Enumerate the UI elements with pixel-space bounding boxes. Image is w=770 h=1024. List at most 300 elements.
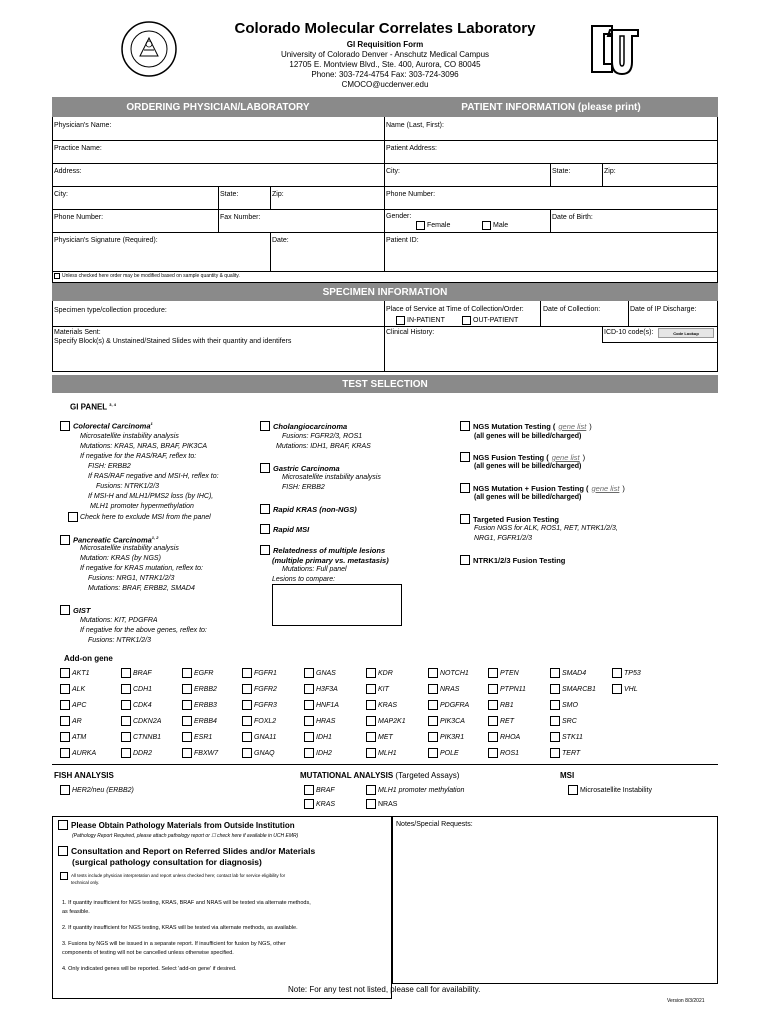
obtain-note: (Pathology Report Required, please attach pathology report or ☐ check here if available in UCH EMR) (72, 833, 299, 839)
mutational-label: MUTATIONAL ANALYSIS (Targeted Assays) (300, 771, 460, 780)
mut-mlh1-checkbox[interactable] (366, 785, 376, 795)
gist-title: GIST (73, 605, 91, 615)
pancreatic-line: Mutation: KRAS (by NGS) (80, 555, 161, 562)
addon-gene-checkbox[interactable] (488, 684, 498, 694)
addon-gene-option[interactable] (242, 700, 277, 710)
addon-gene-checkbox[interactable] (488, 700, 498, 710)
addon-gene-checkbox[interactable] (428, 716, 438, 726)
addon-gene-checkbox[interactable] (60, 732, 70, 742)
addon-gene-option[interactable] (366, 748, 397, 758)
inpatient-checkbox[interactable] (396, 316, 405, 325)
materials-sent-hint: Specify Block(s) & Unstained/Stained Slides with their quantity and identifers (54, 338, 292, 345)
exclude-msi-option[interactable]: Check here to exclude MSI from the panel (68, 512, 211, 522)
addon-gene-label: PIK3CA (440, 717, 465, 725)
addon-gene-checkbox[interactable] (550, 748, 560, 758)
outpatient-checkbox[interactable] (462, 316, 471, 325)
gist-line: Fusions: NTRK1/2/3 (88, 637, 152, 644)
addon-gene-checkbox[interactable] (242, 732, 252, 742)
relatedness-title: Relatedness of multiple lesions (273, 545, 386, 555)
addon-gene-label: STK11 (562, 733, 583, 741)
addon-gene-option[interactable] (612, 668, 641, 678)
specimen-type-field[interactable]: Specimen type/collection procedure: (54, 307, 167, 314)
addon-gene-option[interactable] (366, 668, 393, 678)
materials-sent-field[interactable]: Materials Sent: (54, 329, 101, 336)
addon-gene-option[interactable] (488, 748, 519, 758)
addon-gene-checkbox[interactable] (182, 668, 192, 678)
outpatient-option[interactable]: OUT-PATIENT (462, 316, 518, 325)
gastric-title: Gastric Carcinoma (273, 463, 340, 473)
addon-gene-option[interactable] (182, 732, 212, 742)
patient-state-field[interactable]: State: (552, 168, 571, 175)
footnote-3b: components of testing will not be cancelled unless otherwise specified. (62, 950, 234, 956)
targeted-fusion-checkbox[interactable] (460, 514, 470, 524)
ordering-header: ORDERING PHYSICIAN/LABORATORY (52, 97, 384, 117)
addon-gene-label: SMO (562, 701, 578, 709)
addon-gene-option[interactable] (182, 748, 218, 758)
addon-gene-checkbox[interactable] (428, 668, 438, 678)
addon-gene-checkbox[interactable] (60, 700, 70, 710)
addon-gene-checkbox[interactable] (366, 684, 376, 694)
pancreatic-line: Fusions: NRG1, NTRK1/2/3 (88, 575, 175, 582)
addon-gene-checkbox[interactable] (121, 684, 131, 694)
addon-gene-checkbox[interactable] (550, 716, 560, 726)
male-checkbox[interactable] (482, 221, 491, 230)
colorectal-checkbox[interactable] (60, 421, 70, 431)
gist-option[interactable] (60, 605, 91, 615)
pancreatic-title: Pancreatic Carcinoma$^{1, 2}$ (73, 535, 159, 545)
addon-gene-option[interactable] (242, 684, 277, 694)
addon-gene-label: KIT (378, 685, 389, 693)
addon-gene-label: ERBB4 (194, 717, 217, 725)
colorectal-line: FISH: ERBB2 (88, 463, 131, 470)
gastric-checkbox[interactable] (260, 463, 270, 473)
msi-option[interactable]: Microsatellite Instability (568, 785, 652, 795)
addon-gene-checkbox[interactable] (304, 684, 314, 694)
addon-gene-label: CTNNB1 (133, 733, 162, 741)
addon-gene-label: DDR2 (133, 749, 153, 757)
addon-gene-checkbox[interactable] (242, 716, 252, 726)
addon-gene-checkbox[interactable] (428, 700, 438, 710)
addon-gene-checkbox[interactable] (182, 700, 192, 710)
address-line-1: University of Colorado Denver - Anschutz Medical Campus (280, 50, 490, 59)
addon-gene-checkbox[interactable] (60, 684, 70, 694)
addon-gene-label: AURKA (72, 749, 97, 757)
pancreatic-option[interactable] (60, 535, 158, 545)
addon-gene-option[interactable] (428, 716, 465, 726)
addon-gene-option[interactable] (121, 684, 152, 694)
colorectal-title: Colorectal Carcinoma$^1$ (73, 421, 153, 431)
addon-gene-option[interactable] (121, 748, 152, 758)
address-line-2: 12705 E. Montview Blvd., Ste. 400, Aurora, CO 80045 (289, 60, 481, 69)
ntrk-checkbox[interactable] (460, 555, 470, 565)
dob-field[interactable]: Date of Birth: (552, 214, 593, 221)
cholangio-option[interactable] (260, 421, 347, 431)
addon-gene-checkbox[interactable] (366, 748, 376, 758)
colorectal-line: MLH1 promoter hypermethylation (90, 503, 194, 510)
rapid-msi-checkbox[interactable] (260, 524, 270, 534)
rapid-kras-checkbox[interactable] (260, 504, 270, 514)
targeted-fusion-option[interactable]: Targeted Fusion Testing (460, 514, 559, 524)
date-field[interactable]: Date: (272, 237, 289, 244)
addon-gene-checkbox[interactable] (366, 732, 376, 742)
technical-only-checkbox[interactable] (60, 872, 68, 880)
addon-gene-label: PIK3R1 (440, 733, 465, 741)
address-field[interactable]: Address: (54, 168, 82, 175)
addon-gene-checkbox[interactable] (60, 716, 70, 726)
addon-gene-label: GNAQ (254, 749, 275, 757)
addon-gene-label: ESR1 (194, 733, 213, 741)
addon-gene-option[interactable] (304, 732, 332, 742)
addon-gene-label: SMAD4 (562, 669, 587, 677)
addon-gene-label: GNAS (316, 669, 336, 677)
addon-gene-option[interactable] (428, 684, 459, 694)
ngs-fusion-checkbox[interactable] (460, 452, 470, 462)
relatedness-checkbox[interactable] (260, 545, 270, 555)
addon-gene-checkbox[interactable] (182, 732, 192, 742)
discharge-date-field[interactable]: Date of IP Discharge: (630, 306, 697, 313)
addon-gene-label: PDGFRA (440, 701, 470, 709)
consult-option[interactable]: Consultation and Report on Referred Slides and/or Materials (58, 846, 315, 856)
addon-gene-label: ALK (72, 685, 86, 693)
addon-gene-label: KRAS (378, 701, 398, 709)
mut-nras-checkbox[interactable] (366, 799, 376, 809)
consult-note: All tests include physician interpretation and report unless checked here; contact lab for service eligibility for (71, 873, 286, 878)
colorectal-line: Fusions: NTRK1/2/3 (96, 483, 160, 490)
consult-checkbox[interactable] (58, 846, 68, 856)
addon-gene-checkbox[interactable] (488, 748, 498, 758)
addon-gene-label: ROS1 (500, 749, 520, 757)
addon-gene-label: IDH1 (316, 733, 332, 741)
addon-gene-label: SMARCB1 (562, 685, 596, 693)
addon-label: Add-on gene (64, 654, 113, 663)
patient-id-field[interactable]: Patient ID: (386, 237, 419, 244)
clinical-history-field[interactable]: Clinical History: (386, 329, 435, 336)
addon-gene-option[interactable] (550, 668, 586, 678)
addon-gene-checkbox[interactable] (428, 684, 438, 694)
addon-gene-option[interactable] (550, 684, 596, 694)
addon-gene-label: FGFR2 (254, 685, 277, 693)
zip-field[interactable]: Zip: (272, 191, 284, 198)
gender-label: Gender: (386, 213, 412, 220)
mut-nras-option[interactable]: NRAS (366, 799, 397, 809)
mut-kras-checkbox[interactable] (304, 799, 314, 809)
icd-field[interactable]: ICD-10 code(s): (604, 329, 654, 336)
colorectal-option[interactable] (60, 421, 153, 431)
addon-gene-checkbox[interactable] (488, 668, 498, 678)
addon-gene-label: FOXL2 (254, 717, 277, 725)
footnote-4: 4. Only indicated genes will be reported. Select 'add-on gene' if desired. (62, 966, 237, 972)
addon-gene-label: HNF1A (316, 701, 339, 709)
addon-gene-option[interactable] (60, 716, 82, 726)
notes-box[interactable] (392, 816, 718, 984)
addon-gene-label: GNA11 (254, 733, 277, 741)
addon-gene-label: APC (72, 701, 87, 709)
addon-gene-option[interactable] (428, 700, 469, 710)
addon-gene-option[interactable] (428, 732, 464, 742)
addon-gene-option[interactable] (488, 732, 520, 742)
version-label: Version 8/3/2021 (667, 998, 705, 1004)
rapid-kras-option[interactable] (260, 504, 357, 514)
addon-gene-checkbox[interactable] (366, 700, 376, 710)
addon-gene-option[interactable] (304, 716, 335, 726)
gastric-option[interactable] (260, 463, 340, 473)
addon-gene-checkbox[interactable] (60, 748, 70, 758)
addon-gene-label: FBXW7 (194, 749, 219, 757)
colorectal-line: Mutations: KRAS, NRAS, BRAF, PIK3CA (80, 443, 208, 450)
addon-gene-option[interactable] (121, 716, 161, 726)
email-line: CMOCO@ucdenver.edu (341, 80, 429, 89)
consult-note: technical only. (71, 880, 100, 885)
addon-gene-option[interactable] (612, 684, 638, 694)
relatedness-line: Mutations: Full panel (282, 566, 347, 573)
patient-city-field[interactable]: City: (386, 168, 400, 175)
signature-field[interactable]: Physician's Signature (Required): (54, 237, 158, 244)
cholangio-checkbox[interactable] (260, 421, 270, 431)
addon-gene-option[interactable] (366, 732, 393, 742)
mut-braf-option[interactable]: BRAF (304, 785, 335, 795)
addon-gene-label: FGFR3 (254, 701, 277, 709)
fax-field[interactable]: Fax Number: (220, 214, 261, 221)
rapid-msi-option[interactable] (260, 524, 309, 534)
cholangio-line: Mutations: IDH1, BRAF, KRAS (276, 443, 371, 450)
addon-gene-option[interactable] (428, 748, 459, 758)
collection-date-field[interactable]: Date of Collection: (543, 306, 601, 313)
inpatient-option[interactable]: IN-PATIENT (396, 316, 445, 325)
addon-gene-checkbox[interactable] (242, 668, 252, 678)
code-lookup-button[interactable]: Code Lookup (658, 328, 714, 338)
mut-mlh1-option[interactable]: MLH1 promoter methylation (366, 785, 464, 795)
addon-gene-label: HRAS (316, 717, 336, 725)
addon-gene-option[interactable] (304, 700, 339, 710)
relatedness-line: Lesions to compare: (272, 576, 336, 583)
gist-checkbox[interactable] (60, 605, 70, 615)
addon-gene-checkbox[interactable] (121, 668, 131, 678)
addon-gene-checkbox[interactable] (550, 700, 560, 710)
her2-checkbox[interactable] (60, 785, 70, 795)
mut-braf-checkbox[interactable] (304, 785, 314, 795)
addon-gene-option[interactable] (488, 668, 519, 678)
addon-gene-option[interactable] (550, 732, 583, 742)
addon-gene-option[interactable] (488, 700, 514, 710)
addon-gene-option[interactable] (182, 700, 217, 710)
practice-name-field[interactable]: Practice Name: (54, 145, 102, 152)
addon-gene-label: MAP2K1 (378, 717, 406, 725)
addon-gene-option[interactable] (60, 668, 90, 678)
addon-gene-checkbox[interactable] (428, 732, 438, 742)
relatedness-subtitle: (multiple primary vs. metastasis) (272, 556, 389, 565)
mut-kras-option[interactable]: KRAS (304, 799, 335, 809)
notes-label: Notes/Special Requests: (396, 821, 473, 828)
addon-gene-checkbox[interactable] (488, 716, 498, 726)
addon-gene-checkbox[interactable] (366, 668, 376, 678)
gene-list-link[interactable]: gene list (551, 452, 580, 462)
addon-gene-checkbox[interactable] (550, 668, 560, 678)
addon-gene-checkbox[interactable] (304, 748, 314, 758)
pancreatic-line: Mutations: BRAF, ERBB2, SMAD4 (88, 585, 195, 592)
phone-fax-line: Phone: 303-724-4754 Fax: 303-724-3096 (311, 70, 459, 79)
addon-gene-checkbox[interactable] (182, 748, 192, 758)
addon-gene-label: POLE (440, 749, 459, 757)
pancreatic-line: Microsatellite instability analysis (80, 545, 179, 552)
addon-gene-option[interactable] (242, 748, 275, 758)
billed-note: (all genes will be billed/charged) (474, 433, 582, 440)
addon-gene-option[interactable] (242, 668, 277, 678)
cholangio-title: Cholangiocarcinoma (273, 421, 348, 431)
modify-checkbox[interactable] (54, 273, 60, 279)
place-of-service-label: Place of Service at Time of Collection/Order: (386, 306, 524, 313)
addon-gene-label: AR (72, 717, 82, 725)
female-checkbox[interactable] (416, 221, 425, 230)
ngs-both-option[interactable]: NGS Mutation + Fusion Testing ( gene list ) (460, 483, 625, 493)
patient-header: PATIENT INFORMATION (please print) (384, 97, 718, 117)
addon-gene-label: RB1 (500, 701, 514, 709)
addon-gene-checkbox[interactable] (612, 684, 622, 694)
obtain-materials-option[interactable]: Please Obtain Pathology Materials from Outside Institution (58, 820, 295, 830)
ngs-mutation-checkbox[interactable] (460, 421, 470, 431)
consult-subtitle: (surgical pathology consultation for diagnosis) (72, 857, 262, 867)
addon-gene-checkbox[interactable] (428, 748, 438, 758)
gastric-line: FISH: ERBB2 (282, 484, 325, 491)
addon-gene-option[interactable] (550, 748, 580, 758)
addon-gene-option[interactable] (60, 748, 96, 758)
obtain-materials-checkbox[interactable] (58, 820, 68, 830)
patient-address-field[interactable]: Patient Address: (386, 145, 437, 152)
addon-gene-option[interactable] (121, 668, 152, 678)
addon-gene-checkbox[interactable] (182, 716, 192, 726)
male-option[interactable]: Male (482, 221, 508, 230)
addon-gene-checkbox[interactable] (612, 668, 622, 678)
addon-gene-checkbox[interactable] (121, 716, 131, 726)
addon-gene-option[interactable] (304, 684, 338, 694)
addon-gene-option[interactable] (60, 700, 86, 710)
addon-gene-label: BRAF (133, 669, 152, 677)
physician-name-field[interactable]: Physician's Name: (54, 122, 112, 129)
pancreatic-checkbox[interactable] (60, 535, 70, 545)
addon-gene-checkbox[interactable] (182, 684, 192, 694)
addon-gene-option[interactable] (366, 700, 397, 710)
addon-gene-option[interactable] (366, 684, 389, 694)
pancreatic-line: If negative for KRAS mutation, reflex to: (80, 565, 203, 572)
ntrk-option[interactable]: NTRK1/2/3 Fusion Testing (460, 555, 565, 565)
addon-gene-checkbox[interactable] (242, 748, 252, 758)
female-option[interactable]: Female (416, 221, 450, 230)
addon-gene-option[interactable] (121, 732, 161, 742)
addon-gene-option[interactable] (550, 700, 578, 710)
addon-gene-checkbox[interactable] (304, 668, 314, 678)
addon-gene-label: ATM (72, 733, 87, 741)
her2-option[interactable]: HER2/neu (ERBB2) (60, 785, 134, 795)
patient-name-field[interactable]: Name (Last, First): (386, 122, 444, 129)
addon-gene-checkbox[interactable] (488, 732, 498, 742)
ngs-both-checkbox[interactable] (460, 483, 470, 493)
addon-gene-label: CDKN2A (133, 717, 162, 725)
page-title: Colorado Molecular Correlates Laboratory (234, 20, 536, 37)
msi-checkbox[interactable] (568, 785, 578, 795)
addon-gene-label: MET (378, 733, 393, 741)
addon-gene-label: TERT (562, 749, 581, 757)
addon-gene-option[interactable] (428, 668, 469, 678)
cholangio-line: Fusions: FGFR2/3, ROS1 (282, 433, 363, 440)
addon-gene-option[interactable] (121, 700, 152, 710)
addon-gene-option[interactable] (60, 684, 85, 694)
billed-note: (all genes will be billed/charged) (474, 463, 582, 470)
gene-list-link[interactable]: gene list (558, 421, 587, 431)
patient-phone-field[interactable]: Phone Number: (386, 191, 436, 198)
addon-gene-label: AKT1 (72, 669, 90, 677)
addon-gene-option[interactable] (60, 732, 86, 742)
addon-gene-checkbox[interactable] (121, 700, 131, 710)
gene-list-link[interactable]: gene list (591, 483, 620, 493)
phone-field[interactable]: Phone Number: (54, 214, 104, 221)
addon-gene-checkbox[interactable] (550, 732, 560, 742)
addon-gene-checkbox[interactable] (366, 716, 376, 726)
addon-gene-label: EGFR (194, 669, 214, 677)
ngs-fusion-option[interactable]: NGS Fusion Testing ( gene list ) (460, 452, 585, 462)
addon-gene-label: NRAS (440, 685, 460, 693)
fish-label: FISH ANALYSIS (54, 771, 114, 780)
addon-gene-checkbox[interactable] (304, 732, 314, 742)
colorectal-line: If negative for the RAS/RAF, reflex to: (80, 453, 197, 460)
addon-gene-checkbox[interactable] (121, 748, 131, 758)
addon-gene-checkbox[interactable] (304, 716, 314, 726)
relatedness-option[interactable] (260, 545, 385, 555)
ngs-mutation-option[interactable]: NGS Mutation Testing ( gene list ) (460, 421, 592, 431)
colorectal-line: If RAS/RAF negative and MSI-H, reflex to: (88, 473, 219, 480)
gastric-line: Microsatellite instability analysis (282, 474, 381, 481)
addon-gene-checkbox[interactable] (550, 684, 560, 694)
addon-gene-label: PTPN11 (500, 685, 526, 693)
city-field[interactable]: City: (54, 191, 68, 198)
exclude-msi-checkbox[interactable] (68, 512, 78, 522)
gi-panel-label: GI PANEL $^{3, 4}$ (70, 402, 116, 412)
billed-note: (all genes will be billed/charged) (474, 494, 582, 501)
colorectal-line: If MSI-H and MLH1/PMS2 loss (by IHC), (88, 493, 214, 500)
addon-gene-option[interactable] (182, 684, 217, 694)
msi-label: MSI (560, 771, 575, 780)
addon-gene-label: SRC (562, 717, 577, 725)
addon-gene-option[interactable] (304, 668, 336, 678)
addon-gene-label: MLH1 (378, 749, 397, 757)
addon-gene-label: PTEN (500, 669, 519, 677)
addon-gene-option[interactable] (366, 716, 406, 726)
addon-gene-label: IDH2 (316, 749, 332, 757)
addon-gene-option[interactable] (242, 732, 276, 742)
footnote-1: 1. If quantity insufficient for NGS testing, KRAS, BRAF and NRAS will be tested via alternate methods, (62, 900, 311, 906)
addon-gene-checkbox[interactable] (60, 668, 70, 678)
state-field[interactable]: State: (220, 191, 239, 198)
addon-gene-label: RHOA (500, 733, 521, 741)
addon-gene-option[interactable] (182, 716, 217, 726)
addon-gene-option[interactable] (550, 716, 577, 726)
gist-line: Mutations: KIT, PDGFRA (80, 617, 158, 624)
addon-gene-checkbox[interactable] (121, 732, 131, 742)
lesions-input[interactable] (272, 584, 402, 626)
addon-gene-label: NOTCH1 (440, 669, 469, 677)
patient-zip-field[interactable]: Zip: (604, 168, 616, 175)
addon-gene-option[interactable] (488, 716, 514, 726)
addon-gene-option[interactable] (182, 668, 213, 678)
order-patient-frame (52, 97, 718, 283)
addon-gene-option[interactable] (242, 716, 276, 726)
addon-gene-label: KDR (378, 669, 393, 677)
addon-gene-option[interactable] (304, 748, 332, 758)
specimen-header: SPECIMEN INFORMATION (52, 283, 718, 301)
colorectal-line: Microsatellite instability analysis (80, 433, 179, 440)
addon-gene-checkbox[interactable] (242, 684, 252, 694)
addon-gene-option[interactable] (488, 684, 526, 694)
addon-gene-checkbox[interactable] (242, 700, 252, 710)
addon-gene-checkbox[interactable] (304, 700, 314, 710)
